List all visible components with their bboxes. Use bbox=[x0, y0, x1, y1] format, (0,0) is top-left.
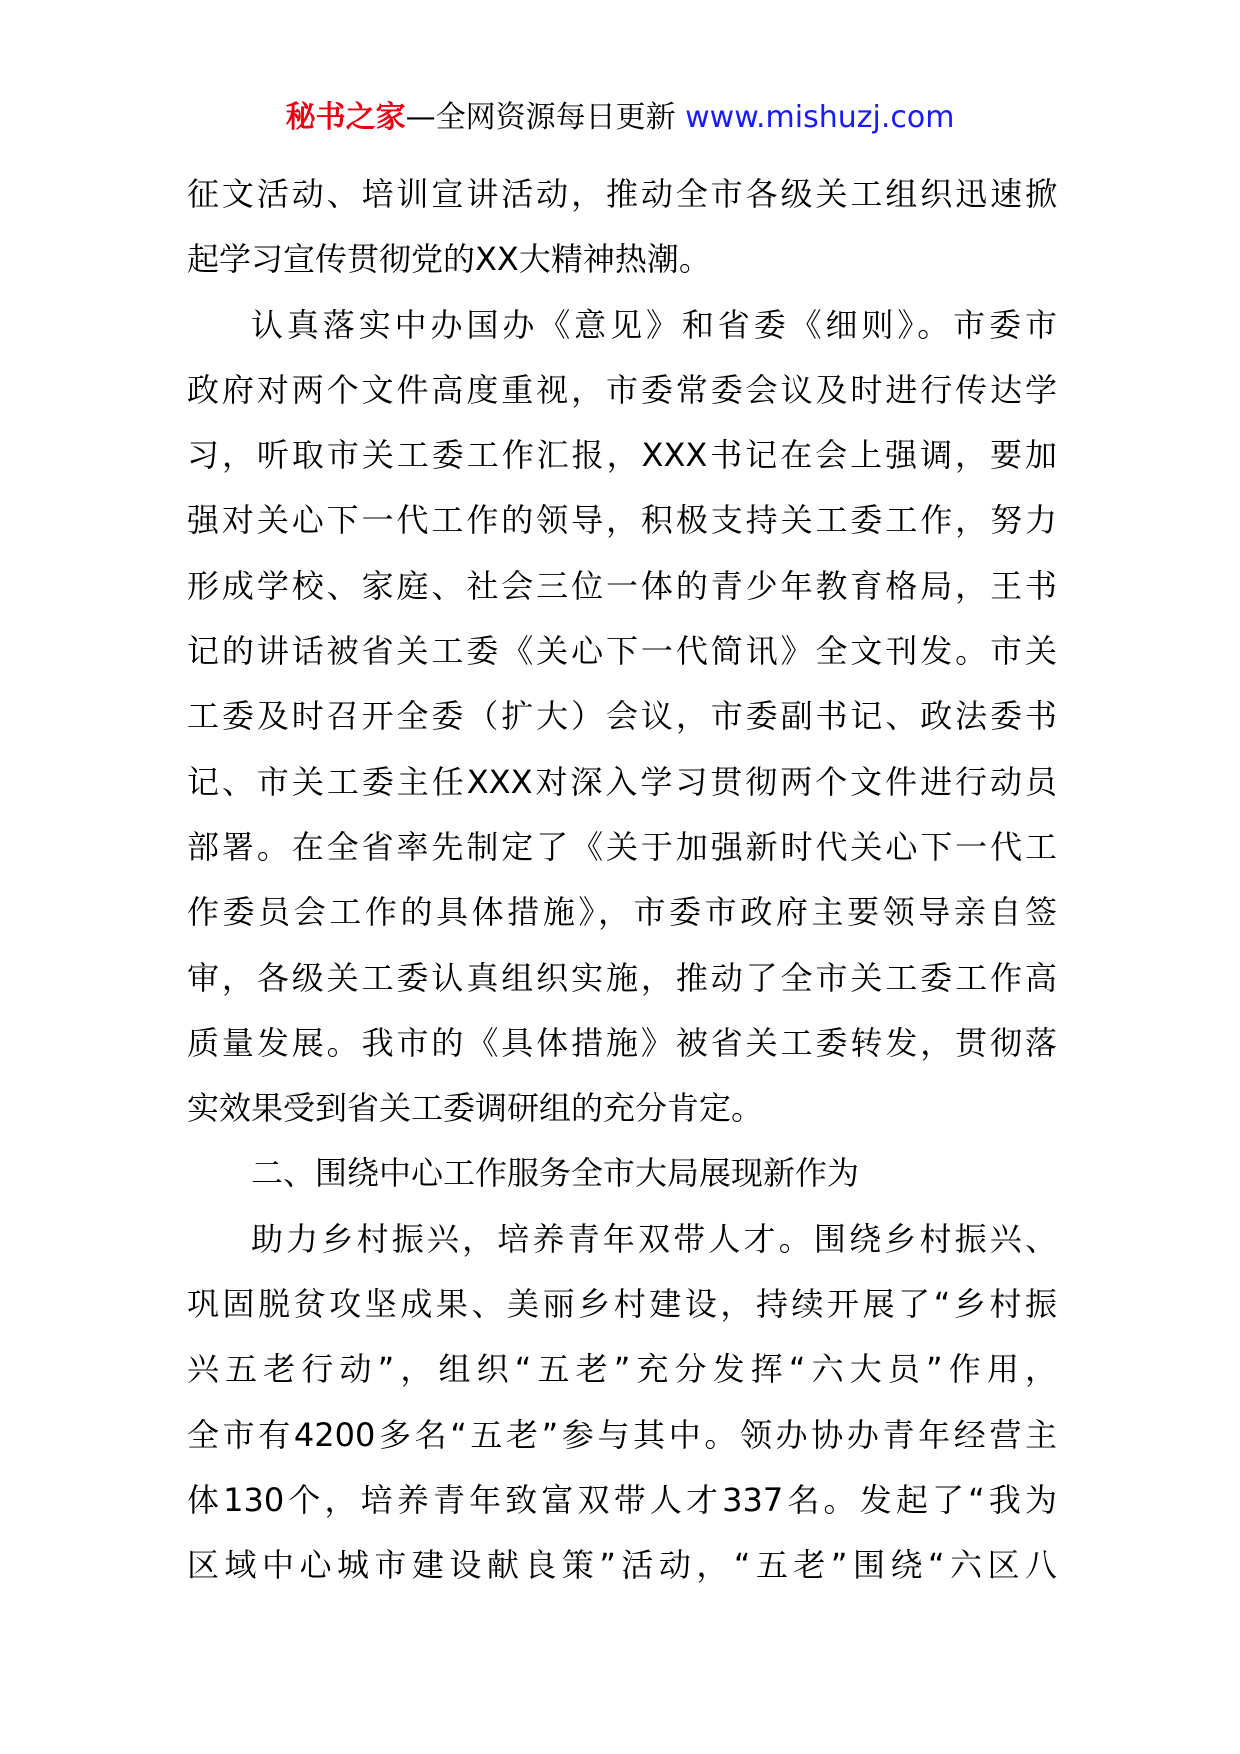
text-line: 区域中心城市建设献良策”活动，“五老”围绕“六区八 bbox=[187, 1546, 1057, 1585]
text-line: 形成学校、家庭、社会三位一体的青少年教育格局，王书 bbox=[187, 566, 1057, 605]
text-line: 习，听取市关工委工作汇报，XXX书记在会上强调，要加 bbox=[187, 436, 1057, 475]
text-line: 记的讲话被省关工委《关心下一代简讯》全文刊发。市关 bbox=[187, 632, 1057, 671]
text-line: 审，各级关工委认真组织实施，推动了全市关工委工作高 bbox=[187, 958, 1057, 997]
text-line: 巩固脱贫攻坚成果、美丽乡村建设，持续开展了“乡村振 bbox=[187, 1285, 1057, 1324]
text-line: 政府对两个文件高度重视，市委常委会议及时进行传达学 bbox=[187, 370, 1057, 409]
page-header bbox=[0, 98, 1240, 138]
brand-name: 秘书之家 bbox=[285, 100, 406, 135]
text-line: 兴五老行动”，组织“五老”充分发挥“六大员”作用， bbox=[187, 1350, 1057, 1389]
text-line: 部署。在全省率先制定了《关于加强新时代关心下一代工 bbox=[187, 827, 1057, 866]
text-line: 记、市关工委主任XXX对深入学习贯彻两个文件进行动员 bbox=[187, 762, 1057, 801]
text-line: 认真落实中办国办《意见》和省委《细则》。市委市 bbox=[251, 305, 1057, 344]
text-line: 实效果受到省关工委调研组的充分肯定。 bbox=[187, 1089, 764, 1128]
section-heading: 二、围绕中心工作服务全市大局展现新作为 bbox=[251, 1154, 860, 1193]
text-line: 工委及时召开全委（扩大）会议，市委副书记、政法委书 bbox=[187, 697, 1057, 736]
text-line: 作委员会工作的具体措施》，市委市政府主要领导亲自签 bbox=[187, 893, 1057, 932]
text-line: 体130个，培养青年致富双带人才337名。发起了“我为 bbox=[187, 1480, 1057, 1519]
text-line: 质量发展。我市的《具体措施》被省关工委转发，贯彻落 bbox=[187, 1023, 1057, 1062]
website-link[interactable]: www.mishuzj.com bbox=[685, 100, 955, 135]
text-line: 强对关心下一代工作的领导，积极支持关工委工作，努力 bbox=[187, 501, 1057, 540]
text-line: 助力乡村振兴，培养青年双带人才。围绕乡村振兴、 bbox=[251, 1219, 1057, 1258]
document-body bbox=[187, 162, 1057, 1599]
header-tagline: —全网资源每日更新 bbox=[405, 100, 676, 135]
text-line: 全市有4200多名“五老”参与其中。领办协办青年经营主 bbox=[187, 1415, 1057, 1454]
text-line: 起学习宣传贯彻党的XX大精神热潮。 bbox=[187, 240, 711, 279]
text-line: 征文活动、培训宣讲活动，推动全市各级关工组织迅速掀 bbox=[187, 175, 1057, 213]
